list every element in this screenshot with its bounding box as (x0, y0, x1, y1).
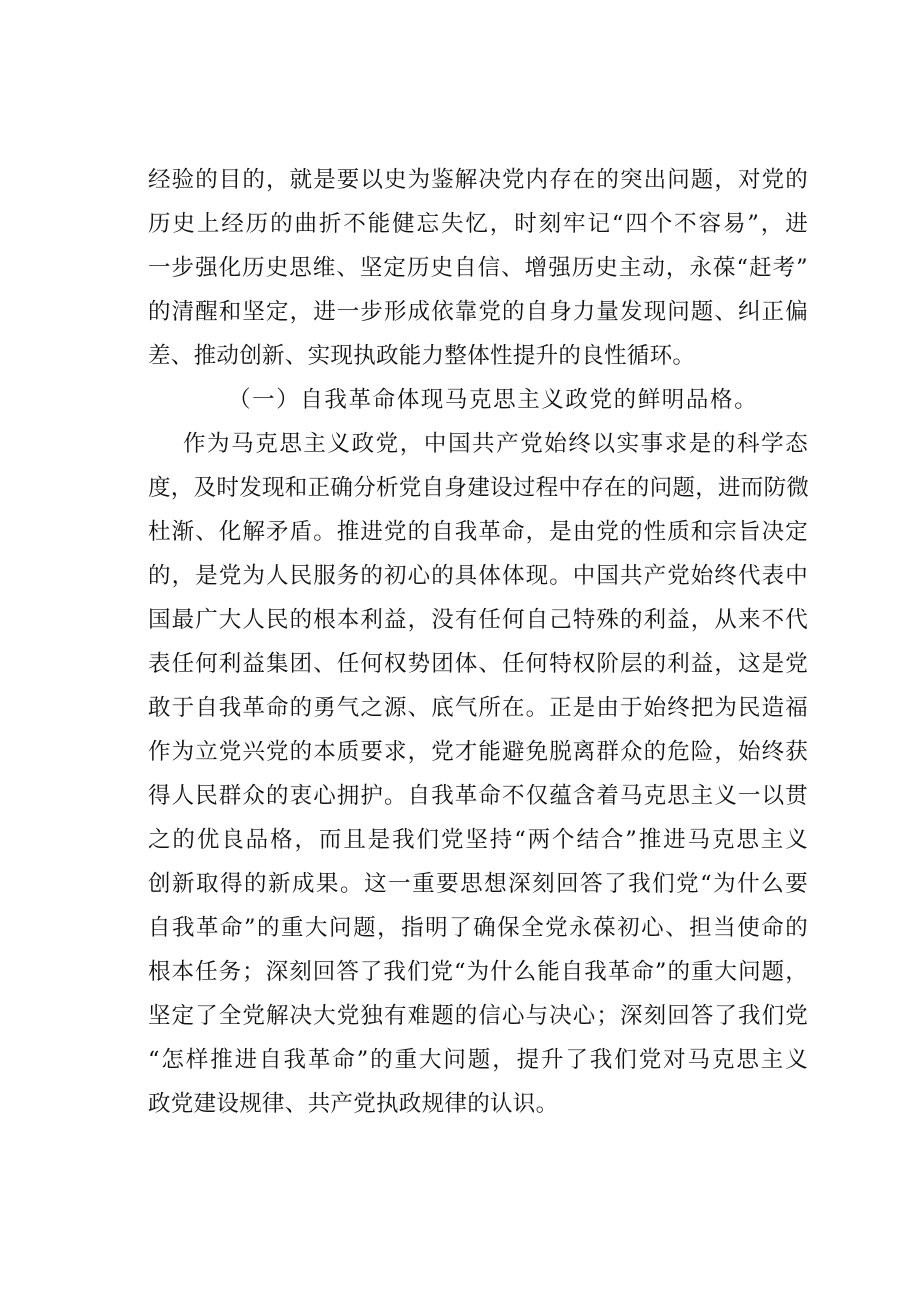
paragraph-line: 坚定了全党解决大党独有难题的信心与决心；深刻回答了我们党 (148, 1003, 808, 1029)
paragraph-line: 一步强化历史思维、坚定历史自信、增强历史主动，永葆“赶考” (148, 255, 808, 281)
section-heading: （一）自我革命体现马克思主义政党的鲜明品格。 (228, 387, 759, 413)
paragraph-line: 国最广大人民的根本利益，没有任何自己特殊的利益，从来不代 (148, 607, 808, 633)
document-body (148, 158, 808, 1126)
paragraph-line: 政党建设规律、共产党执政规律的认识。 (148, 1091, 559, 1117)
paragraph-line: 敢于自我革命的勇气之源、底气所在。正是由于始终把为民造福 (148, 695, 808, 721)
paragraph-line: 经验的目的，就是要以史为鉴解决党内存在的突出问题，对党的 (148, 167, 808, 193)
paragraph-line: 表任何利益集团、任何权势团体、任何特权阶层的利益，这是党 (148, 651, 808, 677)
paragraph-line: 杜渐、化解矛盾。推进党的自我革命，是由党的性质和宗旨决定 (148, 519, 808, 545)
paragraph-line: 的，是党为人民服务的初心的具体体现。中国共产党始终代表中 (148, 563, 808, 589)
paragraph-line: 根本任务；深刻回答了我们党“为什么能自我革命”的重大问题， (148, 959, 808, 985)
paragraph-line: 之的优良品格，而且是我们党坚持“两个结合”推进马克思主义 (148, 827, 808, 853)
paragraph-line: 的清醒和坚定，进一步形成依靠党的自身力量发现问题、纠正偏 (148, 299, 808, 325)
paragraph-line: 度，及时发现和正确分析党自身建设过程中存在的问题，进而防微 (148, 475, 810, 501)
paragraph-line: 历史上经历的曲折不能健忘失忆，时刻牢记“四个不容易”，进 (148, 211, 808, 237)
paragraph-line: 自我革命”的重大问题，指明了确保全党永葆初心、担当使命的 (148, 915, 808, 941)
paragraph-line: 差、推动创新、实现执政能力整体性提升的良性循环。 (148, 343, 696, 369)
paragraph-line: 作为立党兴党的本质要求，党才能避免脱离群众的危险，始终获 (148, 739, 808, 765)
paragraph-line: 作为马克思主义政党，中国共产党始终以实事求是的科学态 (148, 431, 808, 457)
paragraph-line: 得人民群众的衷心拥护。自我革命不仅蕴含着马克思主义一以贯 (148, 783, 808, 809)
paragraph-line: 创新取得的新成果。这一重要思想深刻回答了我们党“为什么要 (148, 871, 808, 897)
paragraph-line: “怎样推进自我革命”的重大问题，提升了我们党对马克思主义 (148, 1047, 808, 1073)
